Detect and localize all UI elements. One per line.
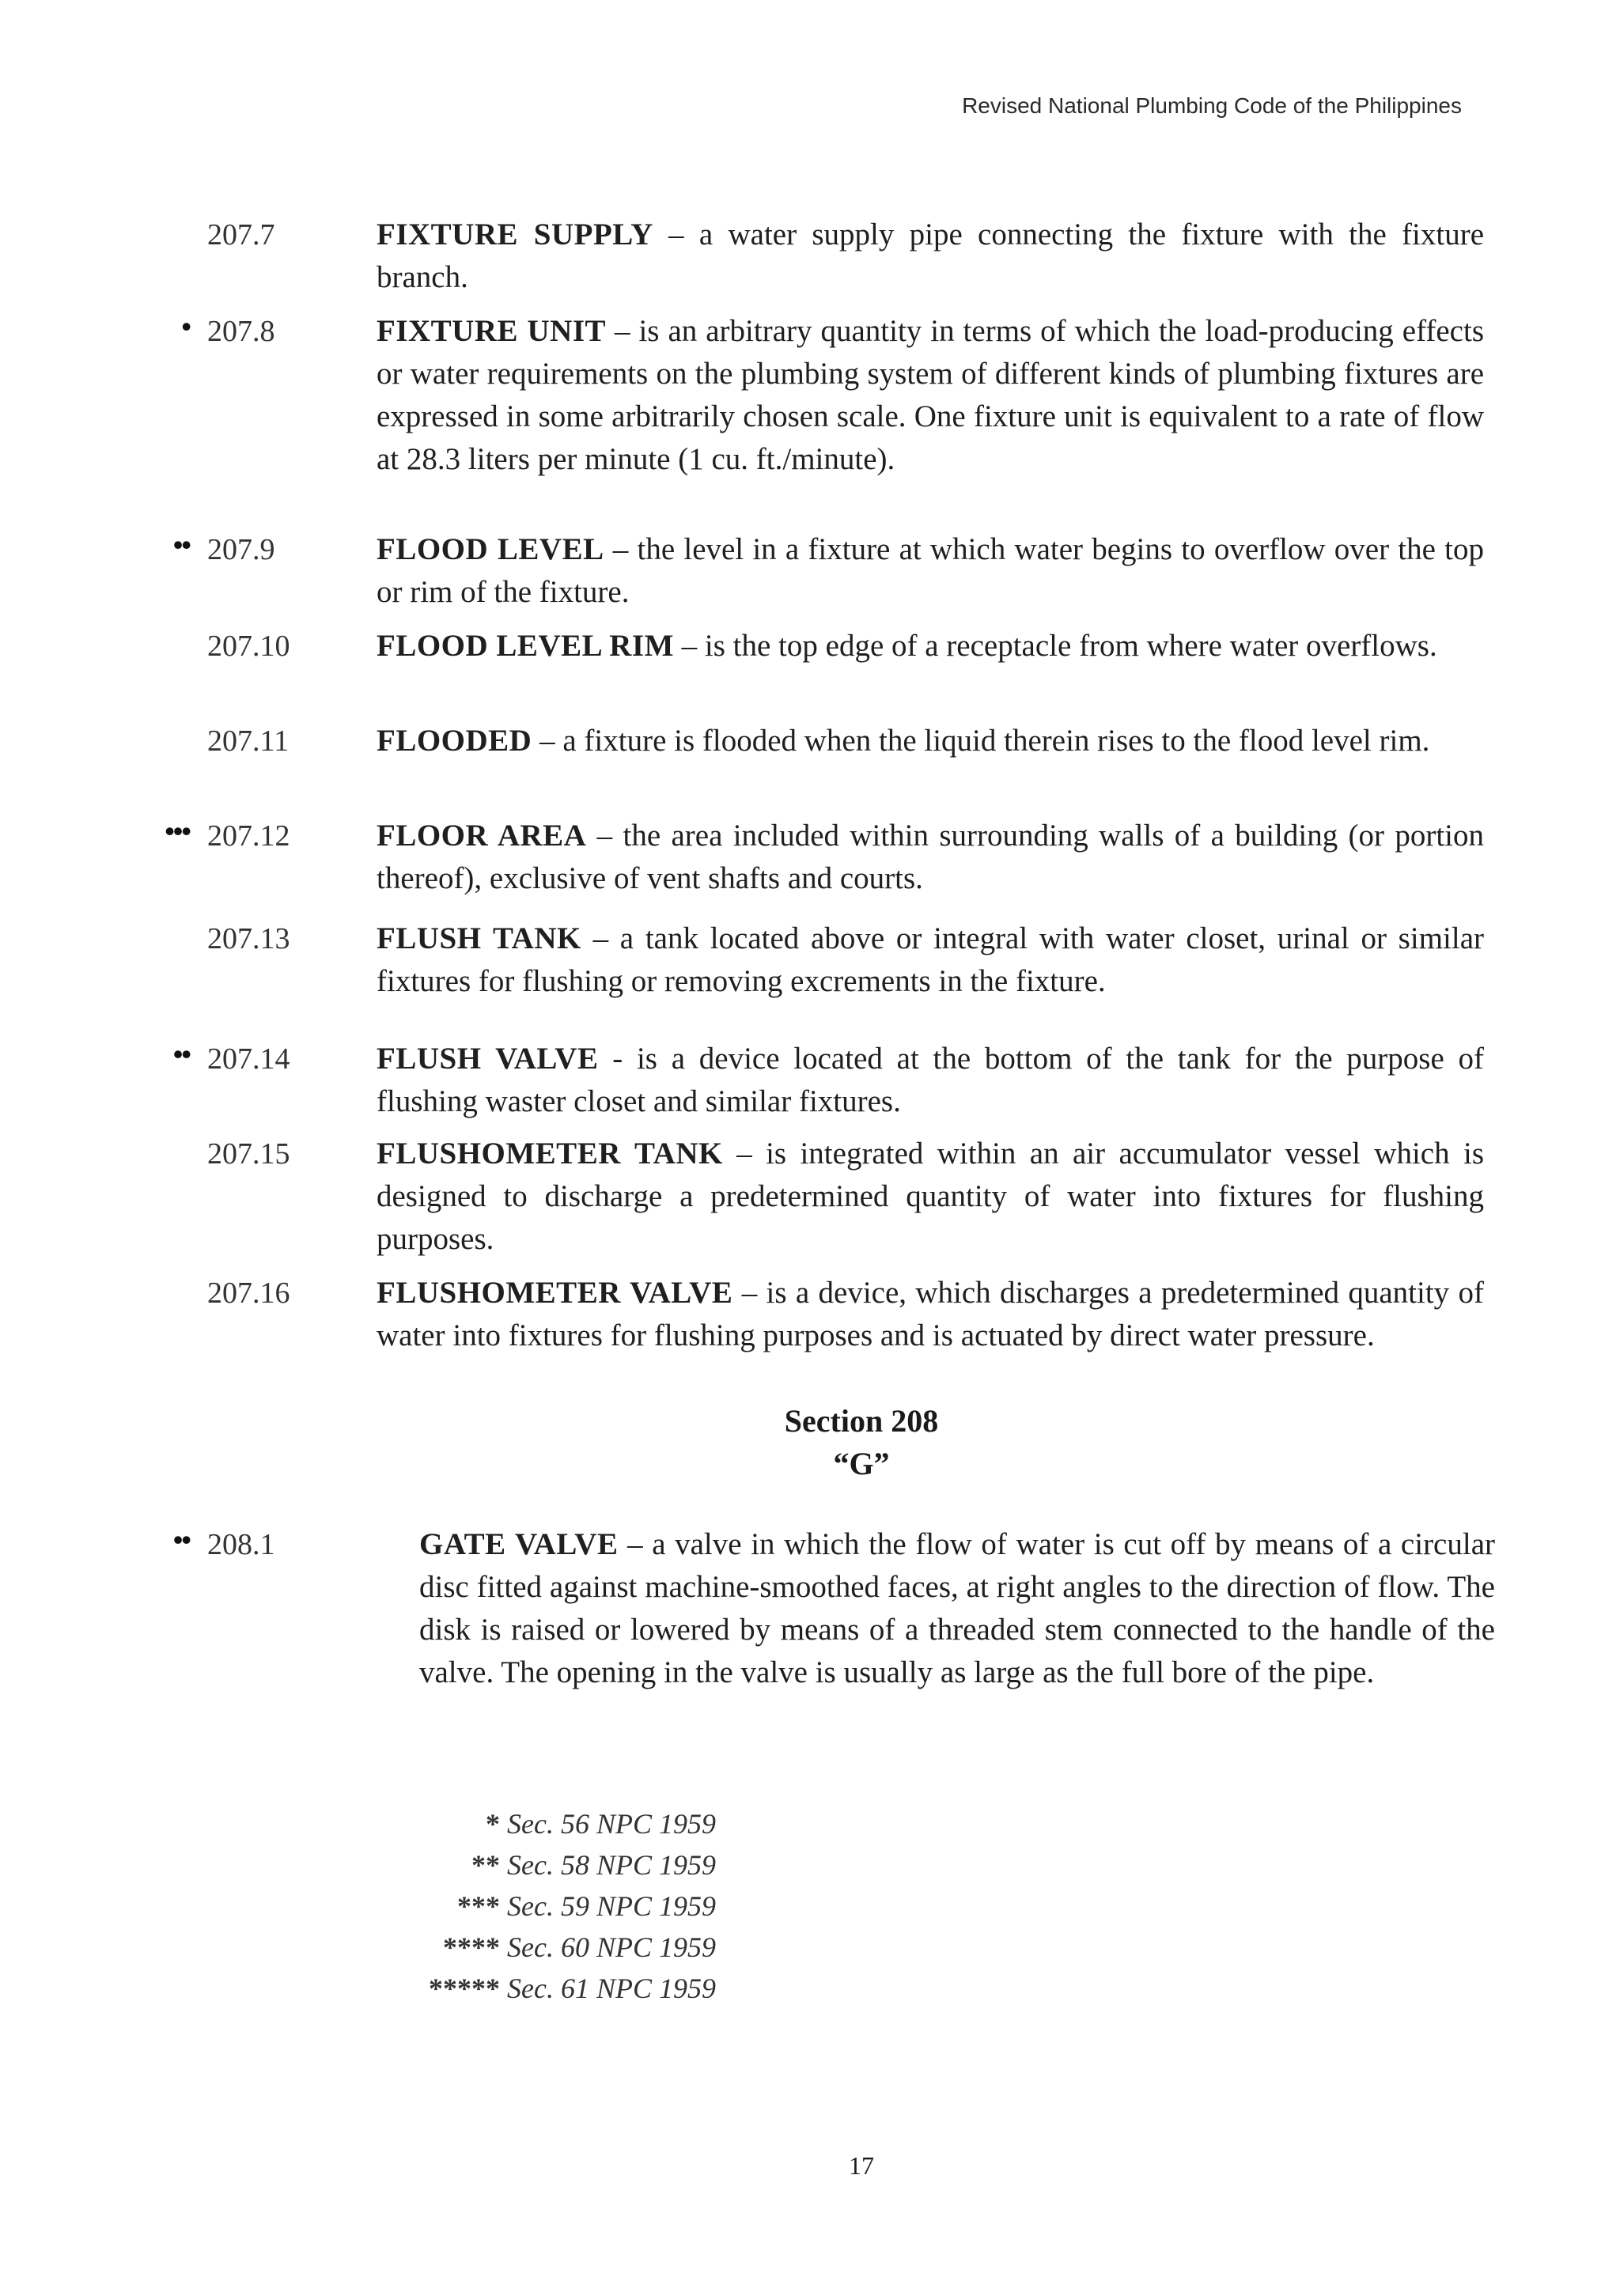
footnote bbox=[0, 1927, 716, 1968]
defined-term: FLUSH VALVE bbox=[377, 1042, 599, 1076]
footnote-ref: Sec. 60 NPC 1959 bbox=[500, 1931, 716, 1963]
definition-text bbox=[377, 815, 1484, 900]
defined-term: FIXTURE SUPPLY bbox=[377, 217, 653, 252]
definition-body: – the level in a fixture at which water begins to overflow over the top or rim of the fixture. bbox=[377, 532, 1484, 609]
footnotes bbox=[0, 1803, 716, 2009]
section-number: 207.12 bbox=[207, 819, 290, 853]
footnote-stars: *** bbox=[457, 1890, 501, 1922]
definition-body: – a fixture is flooded when the liquid therein rises to the flood level rim. bbox=[532, 724, 1430, 758]
definition-body: – is integrated within an air accumulator vessel which is designed to discharge a predetermined quantity of water into fixtures for flushing purposes. bbox=[377, 1137, 1484, 1256]
revision-marker: ••• bbox=[165, 815, 190, 847]
definition-body: – a water supply pipe connecting the fixture with the fixture branch. bbox=[377, 217, 1484, 294]
footnote-stars: **** bbox=[443, 1931, 501, 1963]
definition-text bbox=[377, 917, 1484, 1003]
footnote bbox=[0, 1844, 716, 1886]
footnote-stars: ***** bbox=[429, 1973, 501, 2004]
section-subtitle: “G” bbox=[833, 1446, 890, 1481]
footnote-ref: Sec. 59 NPC 1959 bbox=[500, 1890, 716, 1922]
definition-text bbox=[377, 310, 1484, 481]
definition-text bbox=[419, 1523, 1495, 1694]
section-number: 207.11 bbox=[207, 724, 290, 758]
footnote bbox=[0, 1968, 716, 2009]
section-number: 207.14 bbox=[207, 1042, 290, 1076]
defined-term: FLUSH TANK bbox=[377, 921, 581, 955]
definition-body: – a tank located above or integral with water closet, urinal or similar fixtures for flushing or removing excrements in the fixture. bbox=[377, 921, 1484, 998]
definition-body: – the area included within surrounding walls of a building (or portion thereof), exclusive of vent shafts and courts. bbox=[377, 819, 1484, 895]
section-heading bbox=[0, 1400, 1620, 1485]
section-number: 207.10 bbox=[207, 630, 290, 663]
definition-body: – is the top edge of a receptacle from where water overflows. bbox=[673, 629, 1437, 663]
footnote-ref: Sec. 58 NPC 1959 bbox=[500, 1849, 716, 1881]
running-header: Revised National Plumbing Code of the Philippines bbox=[962, 93, 1462, 118]
footnote bbox=[0, 1886, 716, 1927]
definition-text bbox=[377, 625, 1484, 668]
footnote-stars: * bbox=[486, 1808, 501, 1840]
section-number: 207.13 bbox=[207, 922, 290, 955]
definition-text bbox=[377, 1133, 1484, 1261]
definition-body: – a valve in which the flow of water is cut off by means of a circular disc fitted against machine-smoothed faces, at right angles to the direction of flow. The disk is raised or lowered by means of a threaded stem connected to the handle of the valve. The opening in the valve is usually as large as the full bore of the pipe. bbox=[419, 1527, 1496, 1689]
definition-text bbox=[377, 1272, 1484, 1357]
section-number: 207.8 bbox=[207, 315, 275, 348]
definition-body: - is a device located at the bottom of the tank for the purpose of flushing waster closet and similar fixtures. bbox=[377, 1042, 1484, 1118]
footnote-stars: ** bbox=[471, 1849, 501, 1881]
section-number: 207.9 bbox=[207, 533, 275, 566]
page-number: 17 bbox=[849, 2151, 874, 2180]
definition-body: – is an arbitrary quantity in terms of which the load-producing effects or water requirements on the plumbing system of different kinds of plumbing fixtures are expressed in some arbitrarily chosen scale. One fixture unit is equivalent to a rate of flow at 28.3 liters per minute (1 cu. ft./minute). bbox=[377, 314, 1484, 476]
revision-marker: •• bbox=[172, 1524, 190, 1556]
footnote-ref: Sec. 61 NPC 1959 bbox=[500, 1973, 716, 2004]
defined-term: GATE VALVE bbox=[419, 1527, 619, 1561]
defined-term: FLUSHOMETER VALVE bbox=[377, 1276, 733, 1310]
definition-text bbox=[377, 214, 1484, 299]
defined-term: FIXTURE UNIT bbox=[377, 314, 607, 348]
revision-marker: •• bbox=[172, 1038, 190, 1070]
defined-term: FLOODED bbox=[377, 724, 532, 758]
footnote-ref: Sec. 56 NPC 1959 bbox=[500, 1808, 716, 1840]
definition-body: – is a device, which discharges a predetermined quantity of water into fixtures for flushing purposes and is actuated by direct water pressure. bbox=[377, 1276, 1484, 1352]
defined-term: FLOOR AREA bbox=[377, 819, 587, 853]
section-number: 207.16 bbox=[207, 1277, 290, 1310]
defined-term: FLOOD LEVEL RIM bbox=[377, 629, 674, 663]
definition-text bbox=[377, 1038, 1484, 1123]
definition-text bbox=[377, 528, 1484, 614]
section-number: 207.7 bbox=[207, 218, 275, 252]
revision-marker: •• bbox=[172, 529, 190, 561]
section-title: Section 208 bbox=[784, 1403, 939, 1439]
section-number: 208.1 bbox=[207, 1528, 275, 1561]
defined-term: FLUSHOMETER TANK bbox=[377, 1137, 723, 1171]
defined-term: FLOOD LEVEL bbox=[377, 532, 604, 566]
revision-marker: • bbox=[181, 311, 190, 342]
footnote bbox=[0, 1803, 716, 1844]
section-number: 207.15 bbox=[207, 1137, 290, 1171]
definition-text bbox=[377, 720, 1484, 762]
